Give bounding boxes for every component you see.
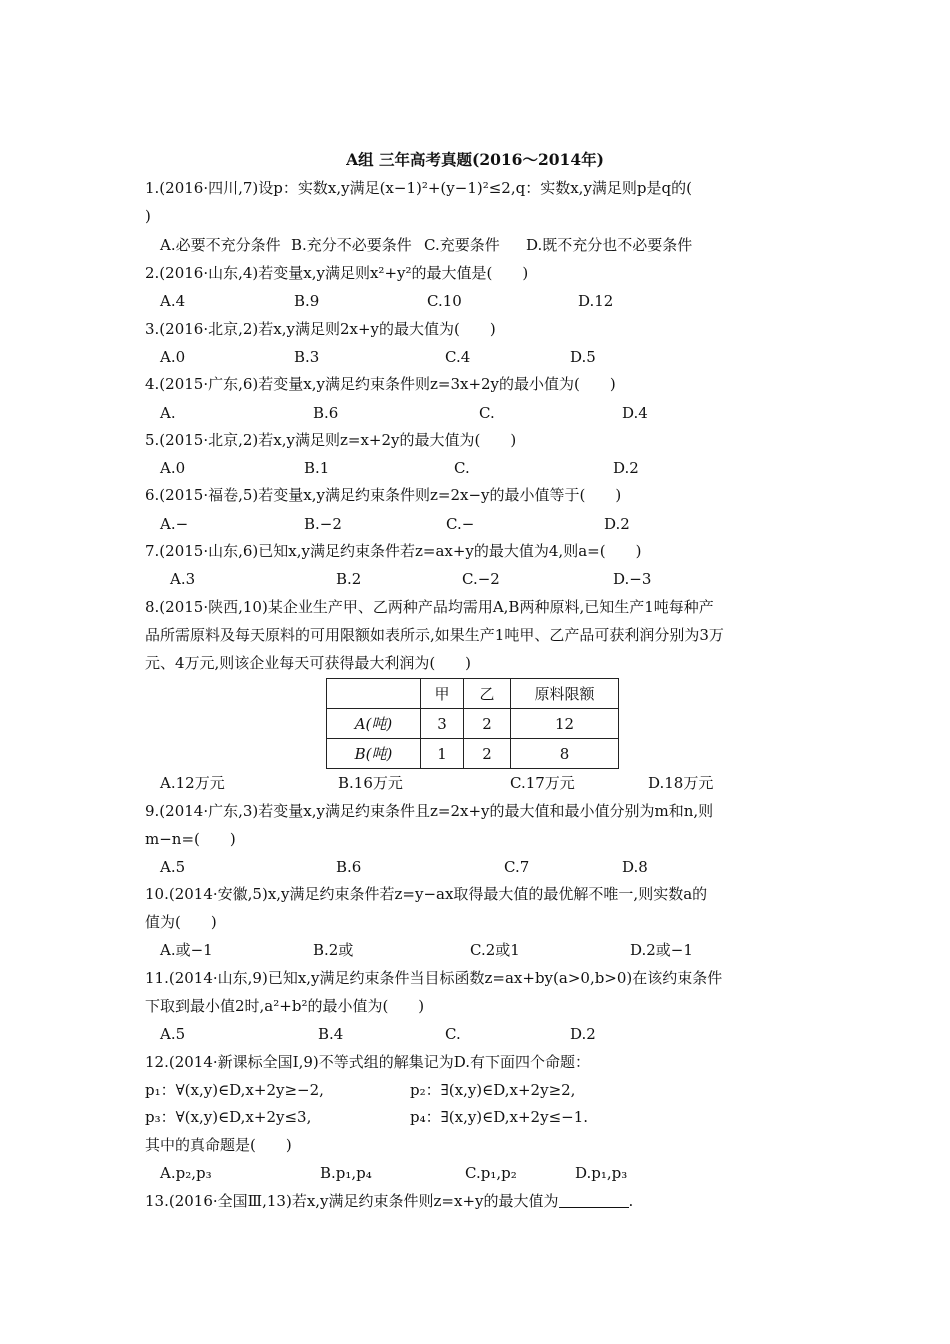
question-12-stem-last: 其中的真命题是( )	[145, 1136, 292, 1154]
proposition-p2: p₂：∃(x,y)∈D,x+2y≥2,	[410, 1081, 576, 1099]
question-1-stem: 1.(2016·四川,7)设p：实数x,y满足(x−1)²+(y−1)²≤2,q：实数x,y满足则p是q的(	[145, 179, 692, 197]
question-6-stem: 6.(2015·福卷,5)若变量x,y满足约束条件则z=2x−y的最小值等于( )	[145, 486, 622, 504]
question-10-option-b: B.2或	[313, 941, 354, 959]
question-2-stem: 2.(2016·山东,4)若变量x,y满足则x²+y²的最大值是( )	[145, 264, 529, 282]
question-9-option-c: C.7	[504, 858, 530, 876]
question-6-option-b: B.−2	[304, 515, 342, 533]
question-4-option-c: C.	[479, 404, 495, 422]
resource-table	[326, 678, 619, 769]
question-1-option-a: A.必要不充分条件	[160, 236, 281, 254]
table-header-cell	[327, 679, 421, 709]
question-7-option-d: D.−3	[613, 570, 652, 588]
question-4-option-d: D.4	[622, 404, 648, 422]
question-9-option-b: B.6	[336, 858, 362, 876]
question-10-stem-line1: 10.(2014·安徽,5)x,y满足约束条件若z=y−ax取得最大值的最优解不唯一,则实数a的	[145, 885, 708, 903]
answer-blank	[559, 1193, 629, 1208]
question-13-end: .	[628, 1192, 634, 1210]
question-1-option-c: C.充要条件	[424, 236, 500, 254]
question-8-option-d: D.18万元	[648, 774, 714, 792]
table-header-cell: 甲	[421, 679, 464, 709]
table-cell: A(吨)	[327, 709, 421, 739]
question-9-option-d: D.8	[622, 858, 648, 876]
question-4-stem: 4.(2015·广东,6)若变量x,y满足约束条件则z=3x+2y的最小值为( )	[145, 375, 616, 393]
question-3-stem: 3.(2016·北京,2)若x,y满足则2x+y的最大值为( )	[145, 320, 496, 338]
question-3-option-c: C.4	[445, 348, 471, 366]
question-7-option-a: A.3	[170, 570, 196, 588]
question-2-option-d: D.12	[578, 292, 614, 310]
table-cell: B(吨)	[327, 739, 421, 769]
question-7-option-c: C.−2	[462, 570, 500, 588]
question-1-option-b: B.充分不必要条件	[291, 236, 412, 254]
table-row	[327, 709, 619, 739]
question-10-option-c: C.2或1	[470, 941, 520, 959]
question-12-option-a: A.p₂,p₃	[160, 1164, 212, 1182]
question-9-stem-line1: 9.(2014·广东,3)若变量x,y满足约束条件且z=2x+y的最大值和最小值分别为m和n,则	[145, 802, 714, 820]
table-cell: 3	[421, 709, 464, 739]
question-5-option-b: B.1	[304, 459, 330, 477]
question-11-option-b: B.4	[318, 1025, 344, 1043]
table-cell: 2	[464, 739, 511, 769]
question-5-option-a: A.0	[160, 459, 186, 477]
proposition-p4: p₄：∃(x,y)∈D,x+2y≤−1.	[410, 1108, 589, 1126]
question-3-option-a: A.0	[160, 348, 186, 366]
question-11-option-c: C.	[445, 1025, 461, 1043]
question-6-option-c: C.−	[446, 515, 475, 533]
question-5-stem: 5.(2015·北京,2)若x,y满足则z=x+2y的最大值为( )	[145, 431, 517, 449]
question-8-stem-line3: 元、4万元,则该企业每天可获得最大利润为( )	[145, 654, 472, 672]
table-row	[327, 739, 619, 769]
question-10-option-a: A.或−1	[160, 941, 213, 959]
table-cell: 8	[511, 739, 619, 769]
question-1-stem-cont: )	[145, 207, 151, 225]
question-2-option-c: C.10	[427, 292, 462, 310]
table-header-cell: 乙	[464, 679, 511, 709]
table-cell: 12	[511, 709, 619, 739]
question-3-option-d: D.5	[570, 348, 596, 366]
question-12-option-b: B.p₁,p₄	[320, 1164, 372, 1182]
question-5-option-d: D.2	[613, 459, 639, 477]
section-title: A组 三年高考真题(2016～2014年)	[346, 150, 604, 169]
question-6-option-a: A.−	[160, 515, 189, 533]
question-8-stem-line2: 品所需原料及每天原料的可用限额如表所示,如果生产1吨甲、乙产品可获利润分别为3万	[145, 626, 724, 644]
question-11-option-a: A.5	[160, 1025, 186, 1043]
question-8-option-c: C.17万元	[510, 774, 575, 792]
question-9-stem-line2: m−n=( )	[145, 830, 236, 848]
question-3-option-b: B.3	[294, 348, 320, 366]
question-9-option-a: A.5	[160, 858, 186, 876]
question-4-option-a: A.	[160, 404, 176, 422]
question-11-stem-line2: 下取到最小值2时,a²+b²的最小值为( )	[145, 997, 425, 1015]
question-12-stem-line1: 12.(2014·新课标全国Ⅰ,9)不等式组的解集记为D.有下面四个命题：	[145, 1053, 590, 1071]
table-header-cell: 原料限额	[511, 679, 619, 709]
proposition-p1: p₁：∀(x,y)∈D,x+2y≥−2,	[145, 1081, 324, 1099]
question-13-stem	[145, 1191, 633, 1211]
question-13-text: 13.(2016·全国Ⅲ,13)若x,y满足约束条件则z=x+y的最大值为	[145, 1192, 559, 1210]
question-1-option-d: D.既不充分也不必要条件	[526, 236, 693, 254]
question-2-option-a: A.4	[160, 292, 186, 310]
table-cell: 1	[421, 739, 464, 769]
question-8-option-b: B.16万元	[338, 774, 403, 792]
proposition-p3: p₃：∀(x,y)∈D,x+2y≤3,	[145, 1108, 312, 1126]
question-10-stem-line2: 值为( )	[145, 913, 217, 931]
question-11-option-d: D.2	[570, 1025, 596, 1043]
question-8-stem-line1: 8.(2015·陕西,10)某企业生产甲、乙两种产品均需用A,B两种原料,已知生产1吨每种产	[145, 598, 714, 616]
question-10-option-d: D.2或−1	[630, 941, 693, 959]
table-header-row	[327, 679, 619, 709]
question-7-option-b: B.2	[336, 570, 362, 588]
question-5-option-c: C.	[454, 459, 470, 477]
question-11-stem-line1: 11.(2014·山东,9)已知x,y满足约束条件当目标函数z=ax+by(a>0,b>0)在该约束条件	[145, 969, 723, 987]
question-12-option-c: C.p₁,p₂	[465, 1164, 517, 1182]
question-6-option-d: D.2	[604, 515, 630, 533]
question-4-option-b: B.6	[313, 404, 339, 422]
question-7-stem: 7.(2015·山东,6)已知x,y满足约束条件若z=ax+y的最大值为4,则a=( )	[145, 542, 642, 560]
question-8-option-a: A.12万元	[160, 774, 225, 792]
question-12-option-d: D.p₁,p₃	[575, 1164, 628, 1182]
table-cell: 2	[464, 709, 511, 739]
question-2-option-b: B.9	[294, 292, 320, 310]
